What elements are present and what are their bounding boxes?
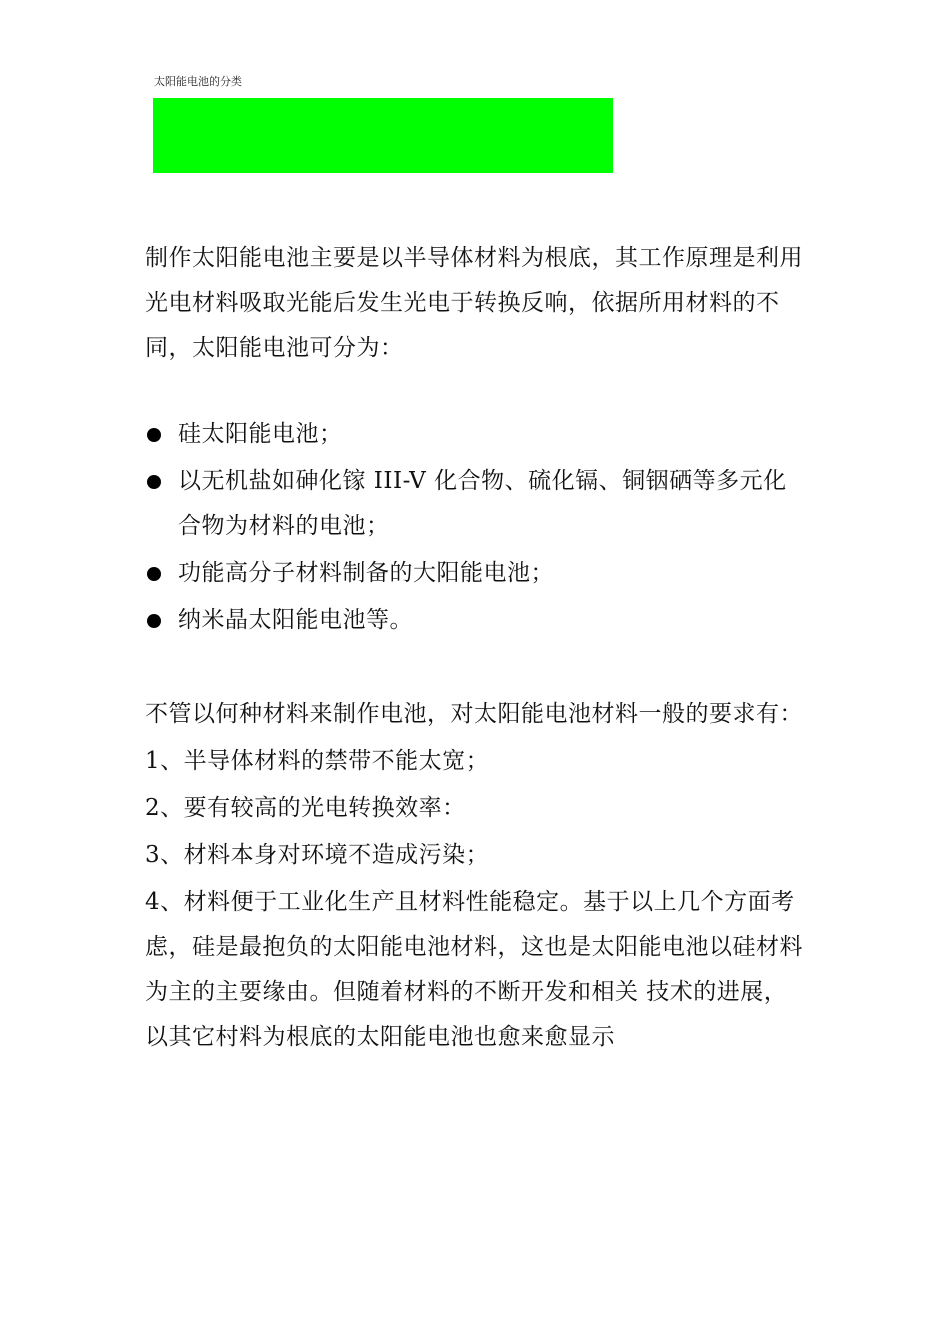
requirements-lead: 不管以何种材料来制作电池，对太阳能电池材料一般的要求有：: [145, 701, 803, 727]
list-item: [145, 598, 810, 643]
material-bullet-list: [145, 412, 810, 645]
bullet-dot-icon: [147, 614, 161, 628]
requirement-item: 4、材料便于工业化生产且材料性能稳定。基于以上几个方面考虑，硅是最抱负的太阳能电池材料，这也是太阳能电池以硅材料为主的主要缘由。但随着材料的不断开发和相关 技术的进展，以其它村料为根底的太阳能电池也愈来愈显示: [145, 889, 803, 1050]
bullet-dot-icon: [147, 567, 161, 581]
list-item: [145, 459, 810, 549]
requirement-item: 2、要有较高的光电转换效率：: [145, 795, 466, 821]
list-item-text: 纳米晶太阳能电池等。: [178, 607, 413, 633]
requirement-item: 1、半导体材料的禁带不能太宽；: [145, 748, 490, 774]
bullet-dot-icon: [147, 428, 161, 442]
list-item: [145, 551, 810, 596]
list-item-text: 硅太阳能电池；: [178, 421, 343, 447]
list-item-text: 以无机盐如砷化镓 III-V 化合物、硫化镉、铜铟硒等多元化合物为材料的电池；: [178, 468, 787, 539]
requirement-item: 3、材料本身对环境不造成污染；: [145, 842, 490, 868]
list-item-text: 功能高分子材料制备的大阳能电池；: [178, 560, 554, 586]
page-header-title: 太阳能电池的分类: [154, 75, 242, 88]
intro-paragraph: 制作太阳能电池主要是以半导体材料为根底，其工作原理是利用光电材料吸取光能后发生光电于转换反响，依据所用材料的不同，太阳能电池可分为：: [145, 245, 803, 361]
green-banner: [153, 98, 613, 173]
requirements-section: [145, 692, 810, 1060]
list-item: [145, 412, 810, 457]
bullet-dot-icon: [147, 475, 161, 489]
